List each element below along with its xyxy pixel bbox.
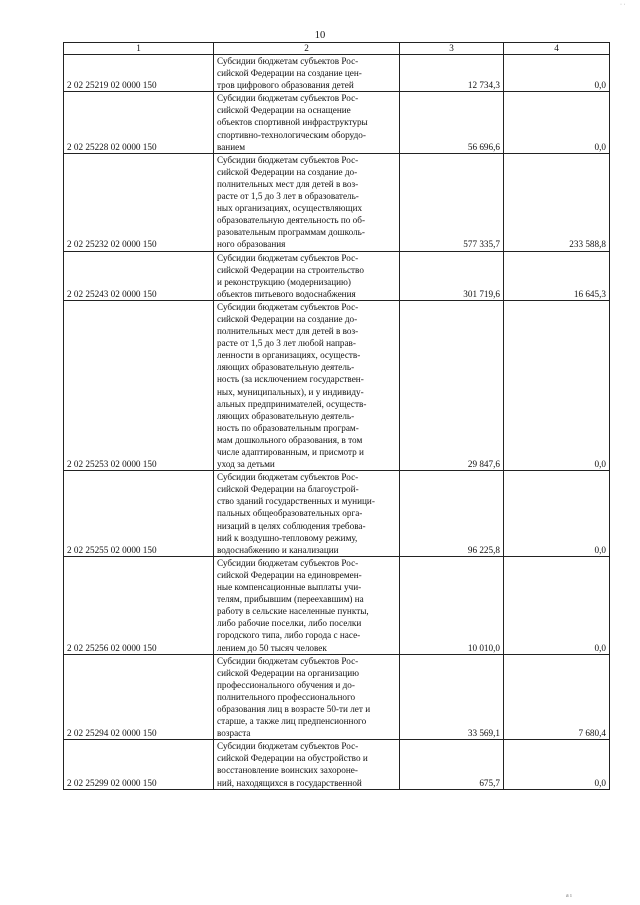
column-header-1: 1 xyxy=(64,43,214,55)
description-line: ные компенсационные выплаты учи- xyxy=(217,582,362,593)
description-line: сийской Федерации на создание до- xyxy=(217,166,358,177)
amount-col4-cell: 0,0 xyxy=(504,92,610,153)
budget-code-cell: 2 02 25243 02 0000 150 xyxy=(64,251,214,300)
description-line: ного образования xyxy=(217,239,286,250)
description-line: ность по образовательным програм- xyxy=(217,422,359,433)
budget-code-cell: 2 02 25228 02 0000 150 xyxy=(64,92,214,153)
description-cell xyxy=(214,153,400,251)
description-line: ных организациях, осуществляющих xyxy=(217,203,363,214)
description-line: ных, муниципальных), и у индивиду- xyxy=(217,386,364,397)
amount-col3-cell: 301 719,6 xyxy=(400,251,504,300)
description-line: старше, а также лиц предпенсионного xyxy=(217,716,367,727)
table-row xyxy=(64,654,610,740)
description-line: Субсидии бюджетам субъектов Рос- xyxy=(217,301,359,312)
table-body xyxy=(64,55,610,790)
amount-col4-cell: 0,0 xyxy=(504,55,610,92)
table-row xyxy=(64,471,610,557)
description-line: водоснабжению и канализации xyxy=(217,544,339,555)
amount-col4-cell: 0,0 xyxy=(504,471,610,557)
description-line: профессионального обучения и до- xyxy=(217,679,355,690)
description-line: ний к воздушно-тепловому режиму, xyxy=(217,532,358,543)
description-line: полнительных мест для детей в воз- xyxy=(217,326,359,337)
description-line: полнительных мест для детей в воз- xyxy=(217,178,359,189)
description-line: уход за детьми xyxy=(217,459,275,470)
description-line: образовательную деятельность по об- xyxy=(217,215,366,226)
description-line: ляющих образовательную деятель- xyxy=(217,410,355,421)
amount-col3-cell: 675,7 xyxy=(400,740,504,789)
amount-col3-cell: 12 734,3 xyxy=(400,55,504,92)
corner-mark: · · xyxy=(620,2,626,8)
amount-col4-cell: 0,0 xyxy=(504,300,610,470)
description-line: телям, прибывшим (переехавшим) на xyxy=(217,594,364,605)
description-line: образования лиц в возрасте 50-ти лет и xyxy=(217,703,371,714)
table-row xyxy=(64,251,610,300)
table-row xyxy=(64,556,610,654)
budget-code-cell: 2 02 25299 02 0000 150 xyxy=(64,740,214,789)
description-line: сийской Федерации на единовремен- xyxy=(217,569,362,580)
amount-col3-cell: 10 010,0 xyxy=(400,556,504,654)
description-cell xyxy=(214,654,400,740)
budget-code-cell: 2 02 25294 02 0000 150 xyxy=(64,654,214,740)
table-row xyxy=(64,740,610,789)
description-line: Субсидии бюджетам субъектов Рос- xyxy=(217,741,359,752)
description-cell xyxy=(214,471,400,557)
description-line: разовательным программам дошколь- xyxy=(217,227,365,238)
table-row xyxy=(64,92,610,153)
amount-col4-cell: 7 680,4 xyxy=(504,654,610,740)
amount-col4-cell: 0,0 xyxy=(504,740,610,789)
description-line: ний, находящихся в государственной xyxy=(217,777,362,788)
description-line: пальных общеобразовательных орга- xyxy=(217,508,363,519)
description-line: сийской Федерации на обустройство и xyxy=(217,753,368,764)
column-header-3: 3 xyxy=(400,43,504,55)
description-line: мам дошкольного образования, в том xyxy=(217,434,363,445)
budget-code-cell: 2 02 25256 02 0000 150 xyxy=(64,556,214,654)
footer-mark: а ı xyxy=(566,893,572,899)
budget-code-cell: 2 02 25255 02 0000 150 xyxy=(64,471,214,557)
description-cell xyxy=(214,300,400,470)
description-line: Субсидии бюджетам субъектов Рос- xyxy=(217,93,359,104)
amount-col3-cell: 96 225,8 xyxy=(400,471,504,557)
description-line: сийской Федерации на организацию xyxy=(217,667,360,678)
description-cell xyxy=(214,55,400,92)
budget-code-cell: 2 02 25219 02 0000 150 xyxy=(64,55,214,92)
table-row xyxy=(64,153,610,251)
description-line: Субсидии бюджетам субъектов Рос- xyxy=(217,154,359,165)
description-line: сийской Федерации на создание цен- xyxy=(217,68,362,79)
budget-code-cell: 2 02 25253 02 0000 150 xyxy=(64,300,214,470)
column-header-2: 2 xyxy=(214,43,400,55)
description-line: числе адаптированным, и присмотр и xyxy=(217,447,364,457)
description-line: сийской Федерации на благоустрой- xyxy=(217,484,359,495)
description-line: работу в сельские населенные пункты, xyxy=(217,606,369,617)
description-line: либо рабочие поселки, либо поселки xyxy=(217,618,362,629)
description-cell xyxy=(214,740,400,789)
description-line: ляющих образовательную деятель- xyxy=(217,362,355,373)
description-line: Субсидии бюджетам субъектов Рос- xyxy=(217,56,359,66)
description-line: расте от 1,5 до 3 лет в образователь- xyxy=(217,191,359,202)
description-line: тров цифрового образования детей xyxy=(217,80,354,91)
description-line: Субсидии бюджетам субъектов Рос- xyxy=(217,655,359,666)
description-line: лением до 50 тысяч человек xyxy=(217,642,327,653)
description-line: полнительного профессионального xyxy=(217,691,356,702)
description-cell xyxy=(214,92,400,153)
description-line: сийской Федерации на создание до- xyxy=(217,313,358,324)
budget-table xyxy=(63,42,610,790)
description-line: Субсидии бюджетам субъектов Рос- xyxy=(217,472,359,483)
description-line: Субсидии бюджетам субъектов Рос- xyxy=(217,557,359,568)
description-line: восстановление воинских захороне- xyxy=(217,765,358,776)
description-line: ванием xyxy=(217,141,246,152)
description-line: альных предпринимателей, осуществ- xyxy=(217,398,367,409)
amount-col4-cell: 233 588,8 xyxy=(504,153,610,251)
table-header-row xyxy=(64,43,610,55)
description-cell xyxy=(214,556,400,654)
description-line: ство зданий государственных и муници- xyxy=(217,496,375,507)
description-line: ленности в организациях, осуществ- xyxy=(217,350,361,361)
description-line: спортивно-технологическим оборудо- xyxy=(217,129,366,140)
table-row xyxy=(64,300,610,470)
description-line: ность (за исключением государствен- xyxy=(217,374,364,385)
amount-col3-cell: 29 847,6 xyxy=(400,300,504,470)
description-line: расте от 1,5 до 3 лет любой направ- xyxy=(217,338,356,349)
page-number: 10 xyxy=(314,30,326,41)
amount-col3-cell: 56 696,6 xyxy=(400,92,504,153)
table-row xyxy=(64,55,610,92)
description-line: Субсидии бюджетам субъектов Рос- xyxy=(217,252,359,263)
column-header-4: 4 xyxy=(504,43,610,55)
amount-col4-cell: 0,0 xyxy=(504,556,610,654)
description-line: сийской Федерации на оснащение xyxy=(217,105,351,116)
description-line: возраста xyxy=(217,728,251,739)
amount-col3-cell: 577 335,7 xyxy=(400,153,504,251)
description-line: объектов спортивной инфраструктуры xyxy=(217,117,368,128)
description-line: сийской Федерации на строительство xyxy=(217,264,364,275)
description-cell xyxy=(214,251,400,300)
description-line: низаций в целях соблюдения требова- xyxy=(217,520,366,531)
description-line: объектов питьевого водоснабжения xyxy=(217,288,356,299)
amount-col3-cell: 33 569,1 xyxy=(400,654,504,740)
description-line: городского типа, либо города с насе- xyxy=(217,630,361,641)
description-line: и реконструкцию (модернизацию) xyxy=(217,276,351,287)
budget-code-cell: 2 02 25232 02 0000 150 xyxy=(64,153,214,251)
amount-col4-cell: 16 645,3 xyxy=(504,251,610,300)
